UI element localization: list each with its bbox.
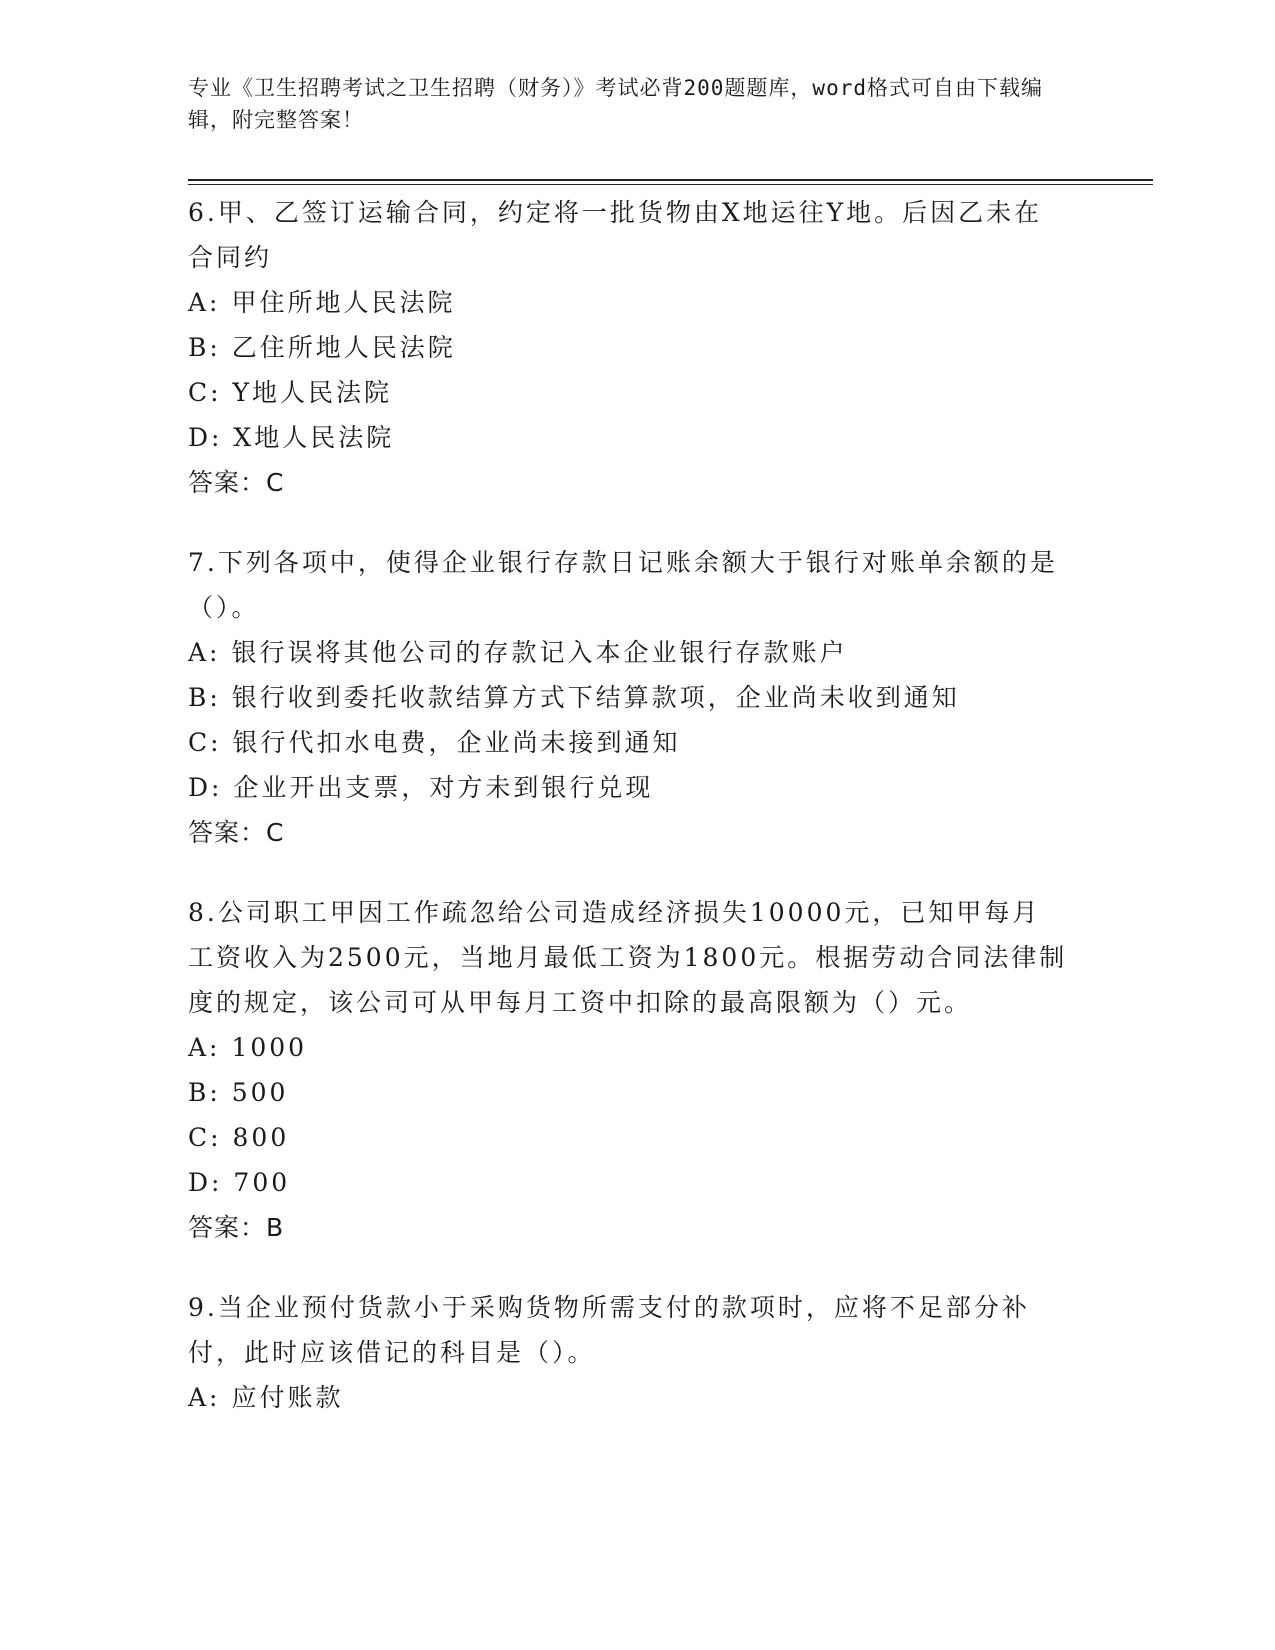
question-stem: 7.下列各项中，使得企业银行存款日记账余额大于银行对账单余额的是（）。 [188,548,1058,622]
question-stem: 6.甲、乙签订运输合同，约定将一批货物由X地运往Y地。后因乙未在合同约 [188,198,1043,272]
option-text: 银行收到委托收款结算方式下结算款项，企业尚未收到通知 [231,683,960,712]
option-text: 500 [231,1078,289,1107]
header-divider-thin [188,184,1153,185]
option-a [188,1025,1068,1070]
option-key: D: [188,1168,223,1197]
option-key: C: [188,378,222,407]
answer-line: 答案：C [188,818,285,847]
option-key: A: [188,288,221,317]
option-text: 应付账款 [231,1383,344,1412]
option-text: X地人民法院 [233,423,395,452]
option-text: 800 [232,1123,290,1152]
option-text: Y地人民法院 [232,378,393,407]
option-key: C: [188,728,222,757]
question-stem: 8.公司职工甲因工作疏忽给公司造成经济损失10000元，已知甲每月工资收入为2500元，当地月最低工资为1800元。根据劳动合同法律制度的规定，该公司可从甲每月工资中扣除的最高限额为（）元。 [188,898,1068,1017]
option-text: 银行误将其他公司的存款记入本企业银行存款账户 [231,638,848,667]
option-a [188,630,1068,675]
option-c [188,720,1068,765]
question-stem: 9.当企业预付货款小于采购货物所需支付的款项时，应将不足部分补付，此时应该借记的科目是（）。 [188,1293,1030,1367]
option-text: 乙住所地人民法院 [231,333,456,362]
option-key: B: [188,1078,221,1107]
option-a [188,1375,1068,1420]
question-8 [188,890,1068,1250]
option-d [188,765,1068,810]
option-key: A: [188,1383,221,1412]
option-d [188,415,1068,460]
option-b [188,675,1068,720]
answer-line: 答案：C [188,468,285,497]
header-divider-thick [188,179,1153,181]
option-d [188,1160,1068,1205]
document-header: 专业《卫生招聘考试之卫生招聘（财务）》考试必背200题题库，word格式可自由下载编辑，附完整答案！ [188,76,1043,132]
option-key: A: [188,638,221,667]
option-key: B: [188,683,221,712]
question-9 [188,1285,1068,1420]
option-c [188,1115,1068,1160]
question-list [188,190,1068,1455]
question-7 [188,540,1068,855]
option-text: 银行代扣水电费，企业尚未接到通知 [232,728,681,757]
option-text: 700 [233,1168,291,1197]
answer-line: 答案：B [188,1213,285,1242]
option-a [188,280,1068,325]
option-b [188,1070,1068,1115]
option-text: 甲住所地人民法院 [231,288,456,317]
option-key: A: [188,1033,221,1062]
question-6 [188,190,1068,505]
option-c [188,370,1068,415]
option-b [188,325,1068,370]
option-text: 企业开出支票，对方未到银行兑现 [233,773,654,802]
option-text: 1000 [231,1033,308,1062]
option-key: C: [188,1123,222,1152]
option-key: D: [188,773,223,802]
option-key: D: [188,423,223,452]
option-key: B: [188,333,221,362]
